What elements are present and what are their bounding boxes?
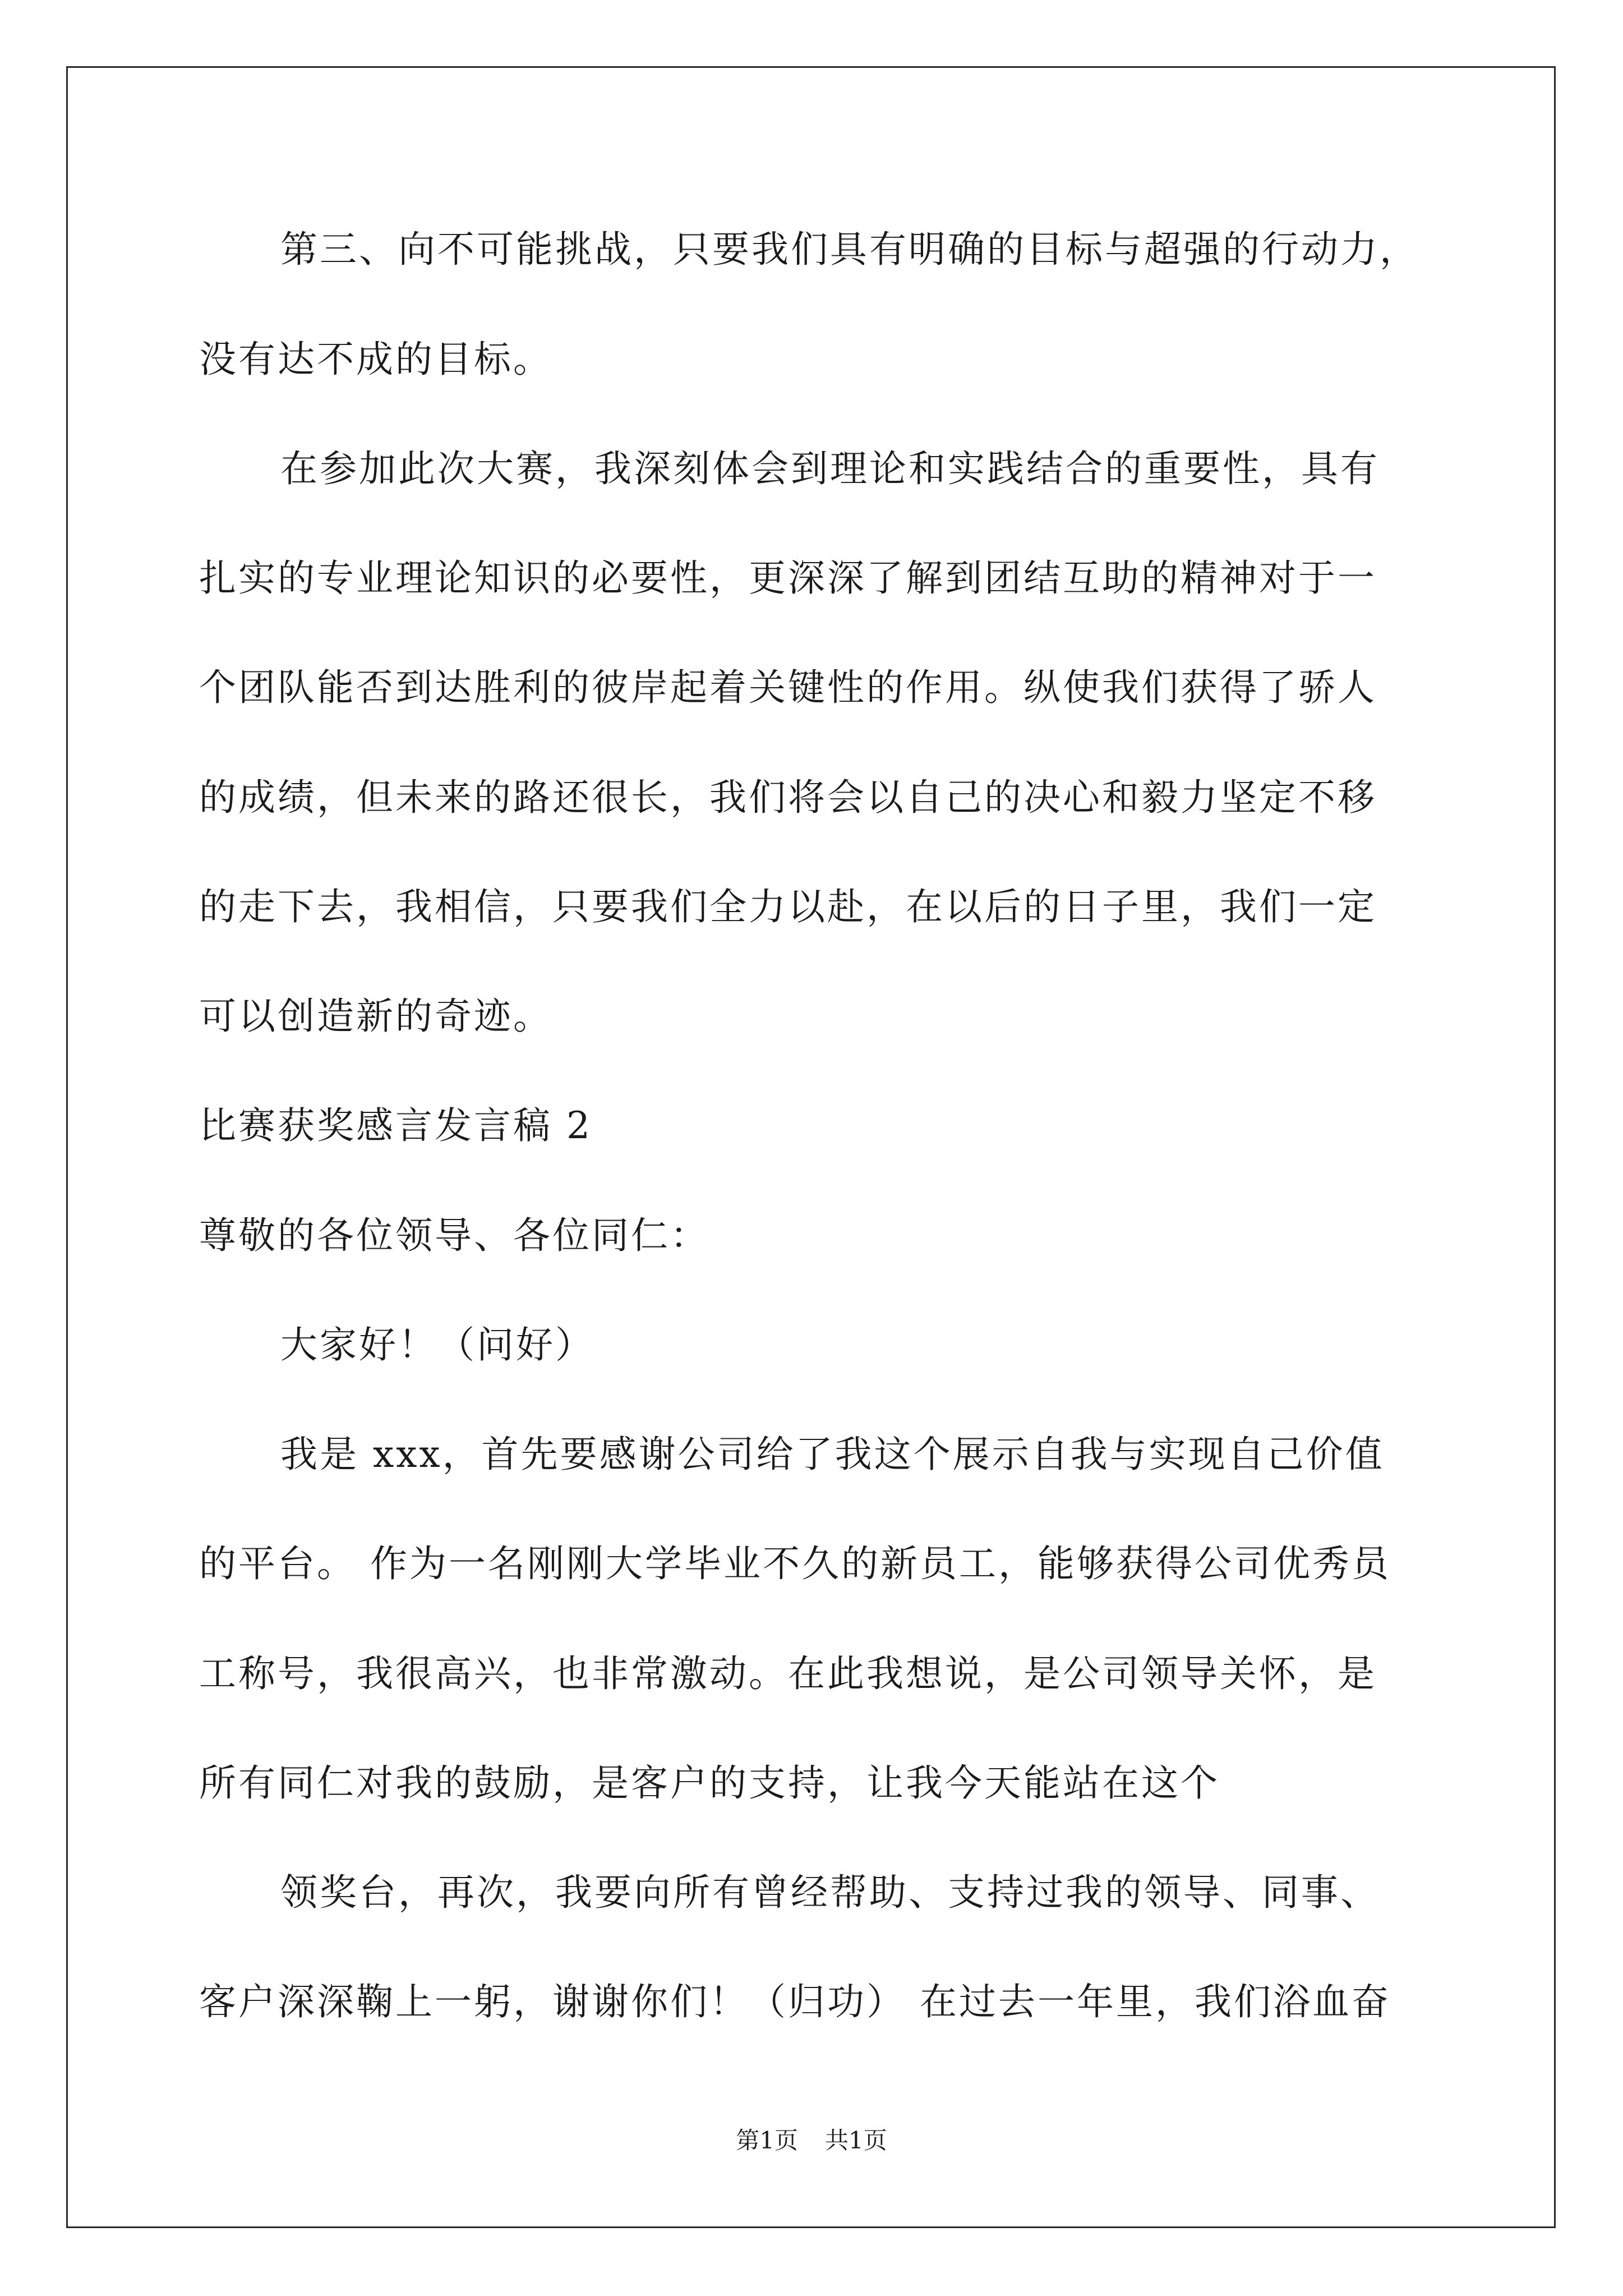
paragraph-line: 工称号，我很高兴，也非常激动。在此我想说，是公司领导关怀，是: [199, 1652, 1377, 1695]
page-footer: [0, 2129, 1623, 2152]
section-heading: 比赛获奖感言发言稿 2: [199, 1104, 592, 1147]
paragraph-line: 个团队能否到达胜利的彼岸起着关键性的作用。纵使我们获得了骄人: [199, 666, 1377, 709]
paragraph-line: 在参加此次大赛，我深刻体会到理论和实践结合的重要性，具有: [280, 447, 1380, 490]
paragraph-line: 客户深深鞠上一躬，谢谢你们！（归功） 在过去一年里，我们浴血奋: [199, 1980, 1391, 2023]
paragraph-line: 所有同仁对我的鼓励，是客户的支持，让我今天能站在这个: [199, 1761, 1220, 1805]
paragraph-line: 的成绩，但未来的路还很长，我们将会以自己的决心和毅力坚定不移: [199, 776, 1377, 819]
paragraph-line: 没有达不成的目标。: [199, 338, 552, 381]
paragraph-line: 的走下去，我相信，只要我们全力以赴，在以后的日子里，我们一定: [199, 885, 1377, 928]
paragraph-line: 扎实的专业理论知识的必要性，更深深了解到团结互助的精神对于一: [199, 556, 1377, 600]
page-number: 第1页: [736, 2127, 798, 2154]
paragraph-line: 的平台。 作为一名刚刚大学毕业不久的新员工，能够获得公司优秀员: [199, 1542, 1391, 1585]
paragraph-line: 我是 xxx，首先要感谢公司给了我这个展示自我与实现自己价值: [280, 1433, 1385, 1476]
paragraph-line: 第三、向不可能挑战，只要我们具有明确的目标与超强的行动力，: [280, 228, 1419, 271]
paragraph-line: 领奖台，再次，我要向所有曾经帮助、支持过我的领导、同事、: [280, 1871, 1380, 1914]
greeting: 大家好！（问好）: [280, 1323, 594, 1366]
page-total: 共1页: [825, 2127, 887, 2154]
salutation: 尊敬的各位领导、各位同仁：: [199, 1214, 709, 1257]
paragraph-line: 可以创造新的奇迹。: [199, 995, 552, 1038]
